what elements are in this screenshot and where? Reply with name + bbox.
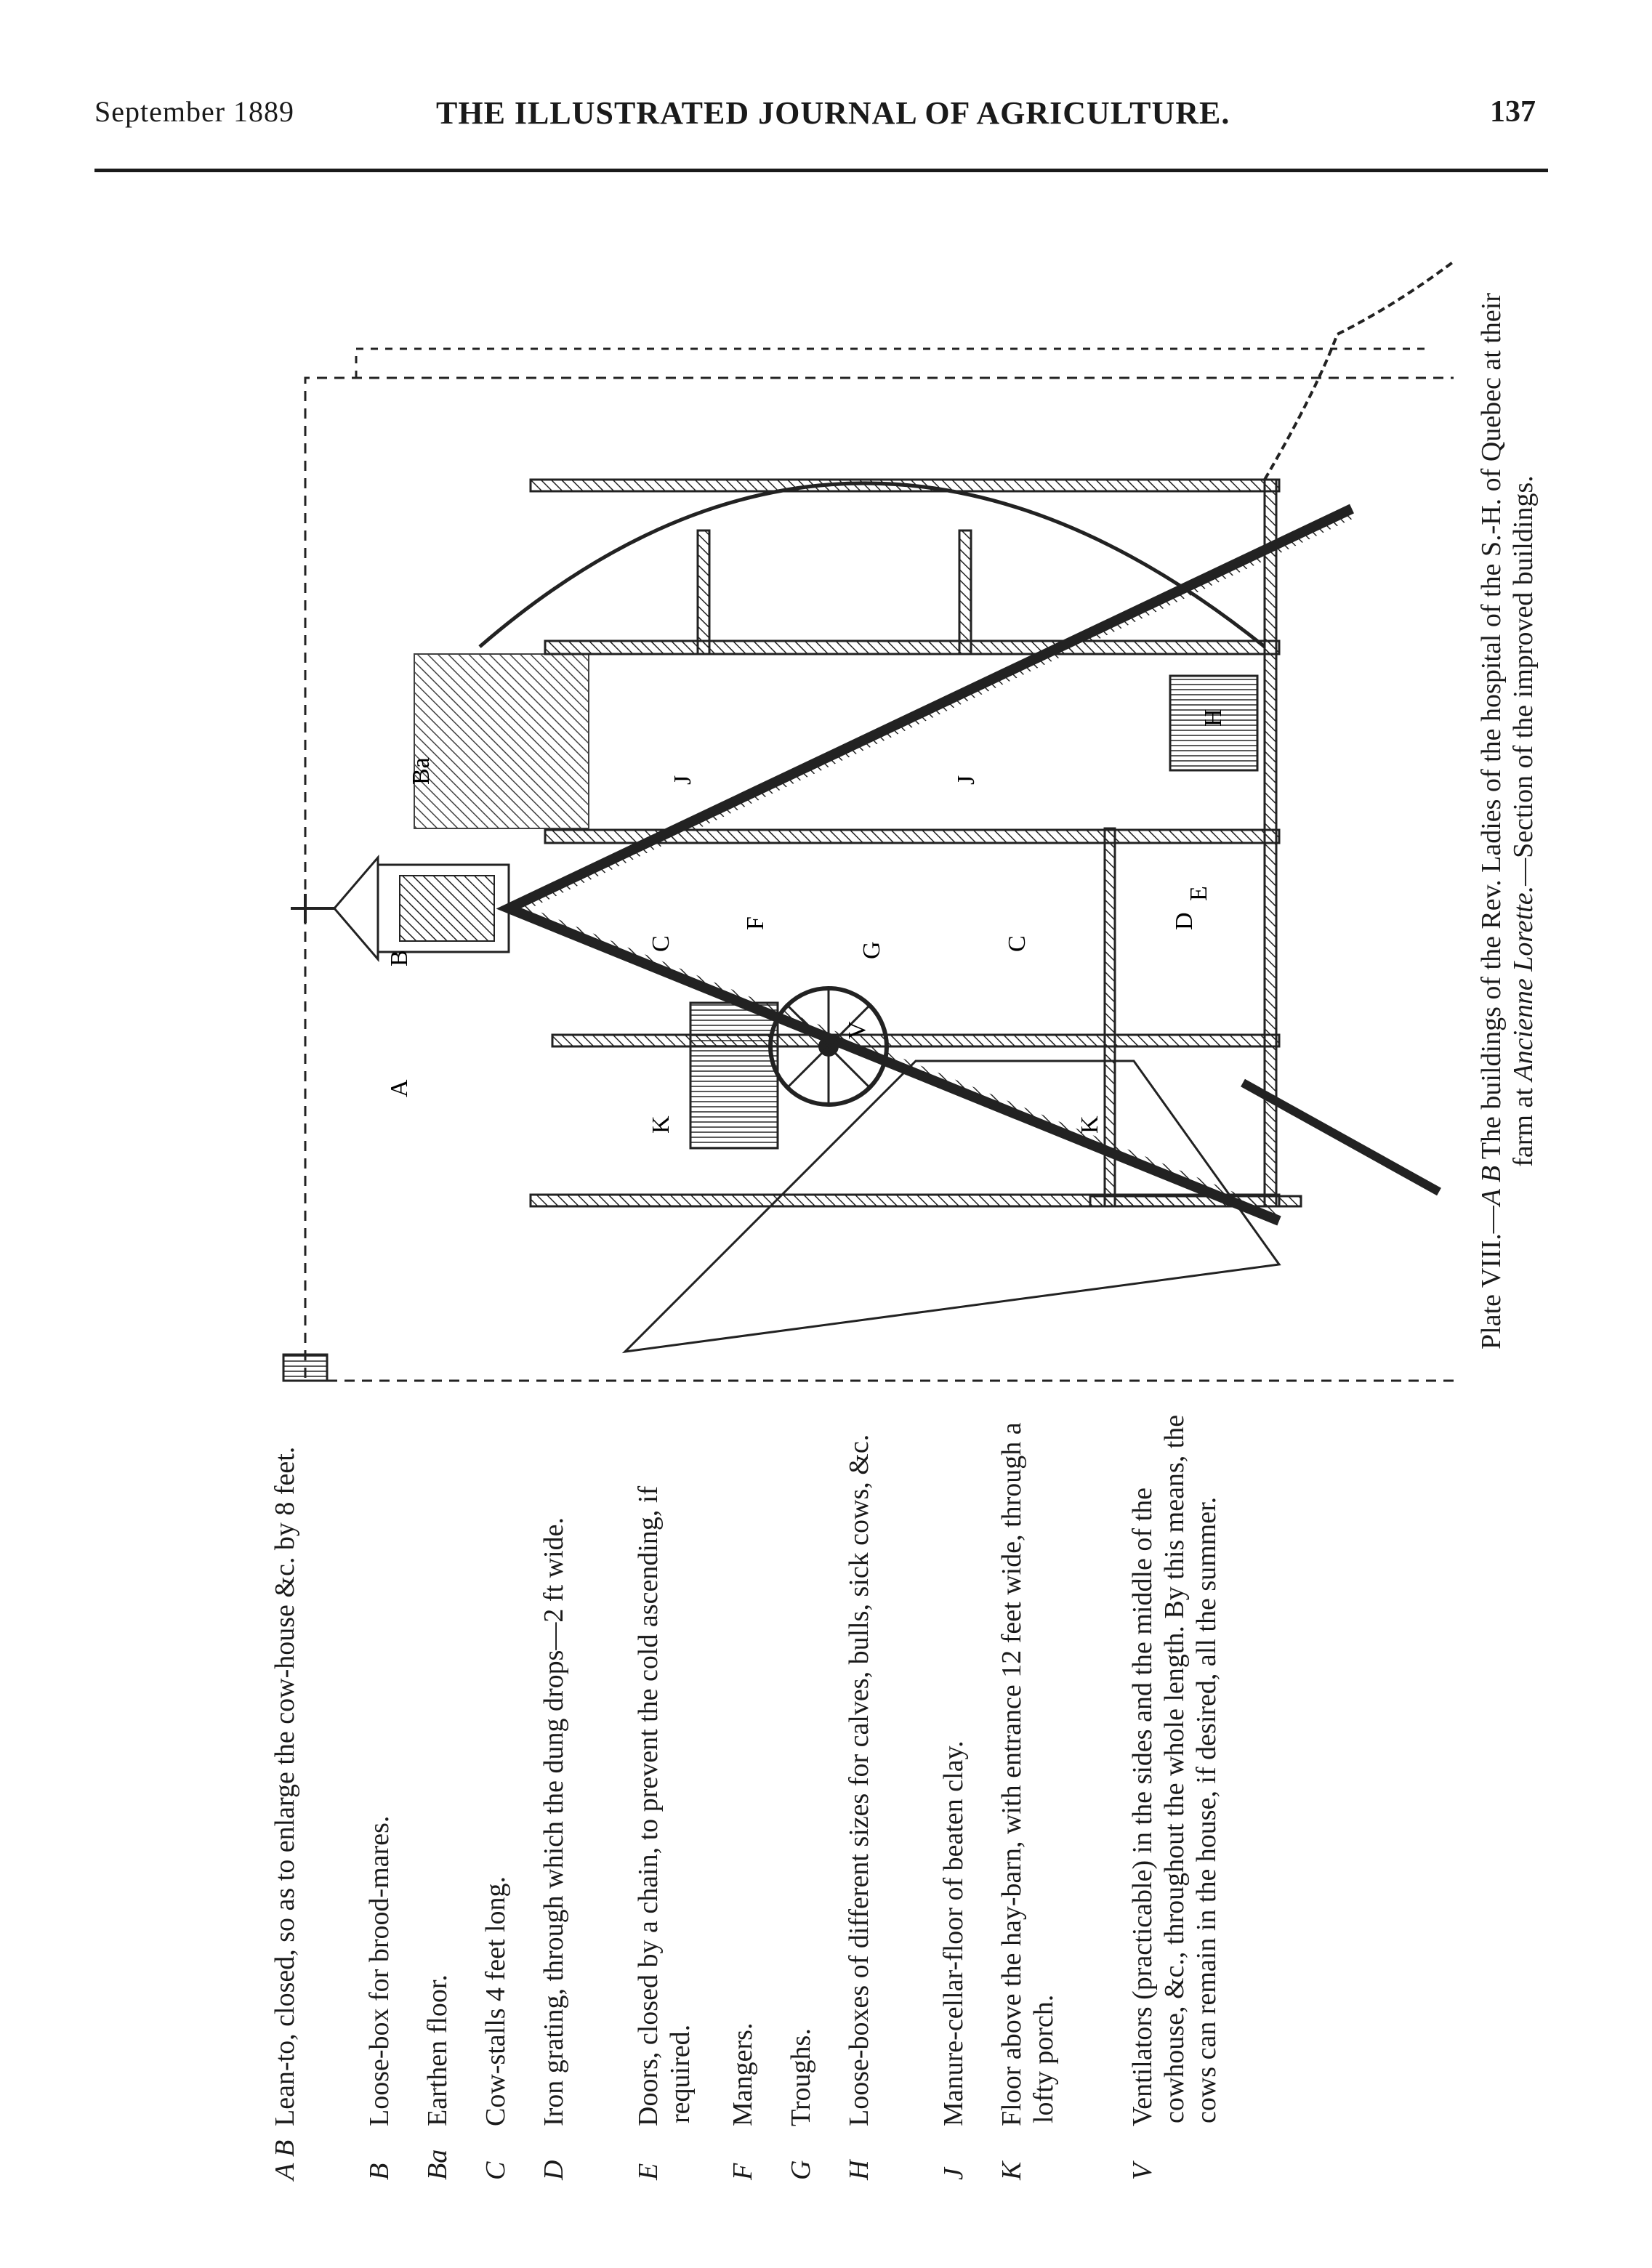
legend-item xyxy=(727,1404,759,2180)
legend-desc: Mangers. xyxy=(728,2022,758,2126)
legend-item xyxy=(843,1404,875,2180)
label-d: D xyxy=(1171,912,1198,930)
section-drawing xyxy=(262,218,1461,1424)
label-k: K xyxy=(648,1115,674,1134)
caption-plate-key: A B xyxy=(1476,1166,1507,1206)
label-ba: Ba xyxy=(408,757,435,785)
legend-desc: Lean-to, closed, so as to enlarge the cow-house &c. by 8 feet. xyxy=(270,1446,300,2126)
legend-key: E xyxy=(633,2163,664,2180)
journal-title: THE ILLUSTRATED JOURNAL OF AGRICULTURE. xyxy=(436,95,1230,131)
legend-key: F xyxy=(728,2163,758,2180)
legend-desc: Iron grating, through which the dung drops—2 ft wide. xyxy=(539,1517,569,2126)
running-header xyxy=(0,94,1652,160)
legend-key: G xyxy=(786,2160,816,2180)
chimney xyxy=(283,1355,327,1381)
legend-desc: Floor above the hay-barn, with entrance 12 feet wide, through a lofty porch. xyxy=(996,1422,1059,2126)
label-c: C xyxy=(648,935,674,952)
rocky-ground xyxy=(1265,262,1454,480)
legend-desc: Manure-cellar-floor of beaten clay. xyxy=(938,1740,969,2126)
legend-key: B xyxy=(364,2163,395,2180)
legend-key: A B xyxy=(270,2139,300,2180)
legend-desc: Cow-stalls 4 feet long. xyxy=(480,1876,511,2126)
label-a: A xyxy=(386,1079,413,1097)
label-j-2: J xyxy=(953,775,980,785)
label-j: J xyxy=(669,775,696,785)
caption-line2-end: —Section of the improved buildings. xyxy=(1508,475,1539,886)
legend-item xyxy=(1127,1404,1222,2180)
cellar-piers xyxy=(698,530,971,654)
caption-line1: The buildings of the Rev. Ladies of the hospital of the S.-H. of Quebec at their xyxy=(1476,293,1507,1166)
label-v: V xyxy=(844,1021,871,1039)
label-e: E xyxy=(1185,886,1212,901)
legend-item xyxy=(538,1404,570,2180)
legend-desc: Ventilators (practicable) in the sides and the middle of the cowhouse, &c., throughout the whole length. By this means, the cows can remain in the house, if desired, all the summer. xyxy=(1127,1414,1222,2126)
label-g: G xyxy=(858,941,885,959)
legend xyxy=(240,1414,1584,2180)
legend-item xyxy=(422,1404,454,2180)
legend-key: Ba xyxy=(422,2149,453,2180)
cupola xyxy=(291,857,509,959)
page-number: 137 xyxy=(1490,95,1536,129)
roof xyxy=(509,509,1439,1221)
plate-caption xyxy=(1475,218,1577,1424)
legend-key: H xyxy=(844,2160,874,2180)
caption-prefix: Plate VIII.— xyxy=(1476,1206,1507,1349)
cellar-arch xyxy=(480,483,1265,647)
legend-desc: Loose-boxes of different sizes for calves, bulls, sick cows, &c. xyxy=(844,1434,874,2126)
caption-place: Ancienne Lorette. xyxy=(1508,885,1539,1081)
legend-key: J xyxy=(938,2168,969,2180)
legend-key: D xyxy=(539,2160,569,2180)
label-h: H xyxy=(1200,709,1227,727)
section-drawing-svg xyxy=(262,218,1461,1424)
label-c-2: C xyxy=(1004,935,1031,952)
legend-desc: Earthen floor. xyxy=(422,1974,453,2126)
label-f: F xyxy=(742,916,769,930)
label-k-2: K xyxy=(1076,1115,1103,1134)
legend-key: V xyxy=(1127,2163,1158,2180)
issue-date: September 1889 xyxy=(94,95,295,128)
caption-line-2 xyxy=(1507,218,1539,1424)
legend-item xyxy=(996,1404,1060,2180)
legend-desc: Troughs. xyxy=(786,2028,816,2126)
caption-line2-start: farm at xyxy=(1508,1081,1539,1167)
legend-item xyxy=(632,1404,696,2180)
header-rule xyxy=(94,169,1548,172)
legend-key: K xyxy=(996,2161,1027,2180)
earthen-floor xyxy=(414,654,589,828)
legend-key: C xyxy=(480,2161,511,2180)
legend-item xyxy=(363,1404,395,2180)
rotated-plate xyxy=(240,218,1584,2180)
legend-item xyxy=(480,1404,512,2180)
legend-desc: Loose-box for brood-mares. xyxy=(364,1815,395,2126)
legend-desc: Doors, closed by a chain, to prevent the cold ascending, if required. xyxy=(633,1485,696,2126)
dashed-inner-outline xyxy=(356,349,1425,378)
legend-item xyxy=(938,1404,970,2180)
label-b: B xyxy=(386,950,413,966)
legend-item xyxy=(785,1404,817,2180)
caption-line-1 xyxy=(1475,218,1507,1424)
legend-item xyxy=(269,1404,301,2180)
